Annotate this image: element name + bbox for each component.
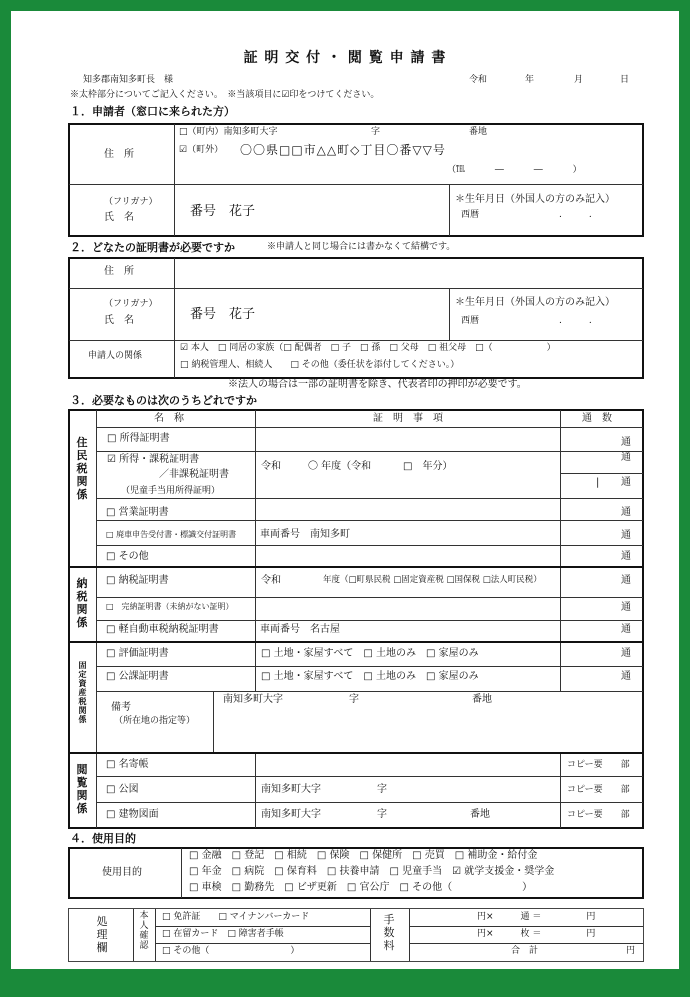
count-unit: 通 xyxy=(621,452,631,463)
divider xyxy=(97,802,643,803)
divider xyxy=(255,410,256,691)
count-unit: 通 xyxy=(621,648,631,659)
divider xyxy=(560,473,643,474)
purpose-options-3[interactable]: □ 車検 □ 勤務先 □ ビザ更新 □ 官公庁 □ その他（ ） xyxy=(189,882,533,893)
copy-required[interactable]: コピー要 部 xyxy=(567,760,630,770)
divider xyxy=(97,427,643,428)
remark-label: 備考 xyxy=(111,702,131,713)
fee-per-copy[interactable]: 円× 通 ＝ 円 xyxy=(477,912,596,922)
count-unit: 通 xyxy=(621,602,631,613)
fiscal-year-option[interactable]: 〇 年度（令和 xyxy=(308,461,372,472)
count-mark: | xyxy=(596,477,600,488)
fee-per-sheet[interactable]: 円× 枚 ＝ 円 xyxy=(477,929,596,939)
location-town[interactable]: 南知多町大字 xyxy=(223,694,283,705)
aza-label: 字 xyxy=(349,694,359,705)
divider xyxy=(97,498,643,499)
vehicle-number[interactable]: 車両番号 南知多町 xyxy=(260,529,350,540)
divider xyxy=(133,909,134,961)
divider xyxy=(255,752,256,828)
seireki-label: 西暦 xyxy=(461,210,480,220)
section4-heading: ４．使用目的 xyxy=(70,832,136,845)
group-resident-tax: 住民税関係 xyxy=(76,436,88,501)
divider xyxy=(69,288,643,289)
birth-dots[interactable]: . . xyxy=(559,316,592,326)
location-town[interactable]: 南知多町大字 xyxy=(261,809,321,820)
corporate-note: ※法人の場合は一部の証明書を除き、代表者印の押印が必要です。 xyxy=(228,379,527,390)
divider xyxy=(155,909,156,961)
divider xyxy=(69,752,643,754)
divider xyxy=(97,451,643,452)
address-label: 住 所 xyxy=(104,266,134,277)
form-title: 証 明 交 付 ・ 閲 覧 申 請 書 xyxy=(243,50,447,66)
col-name-header: 名 称 xyxy=(154,413,184,424)
out-town-option[interactable]: ☑（町外） xyxy=(179,145,224,155)
remark-sublabel: （所在地の指定等） xyxy=(114,716,196,726)
birth-label: ＊生年月日（外国人の方のみ記入） xyxy=(455,194,615,205)
fee-label: 手数料 xyxy=(383,913,395,952)
birth-dots[interactable]: . . xyxy=(559,210,592,220)
name-label: 氏 名 xyxy=(104,212,134,223)
tel-field[interactable]: （℡ ― ― ） xyxy=(447,165,582,175)
count-unit: 通 xyxy=(621,507,631,518)
copy-required[interactable]: コピー要 部 xyxy=(567,810,630,820)
divider xyxy=(156,926,370,927)
divider xyxy=(97,691,643,692)
group-inspection: 閲覧関係 xyxy=(76,763,88,815)
aza-label: 字 xyxy=(377,784,387,795)
id-options-3[interactable]: □ その他（ ） xyxy=(162,946,300,956)
divider xyxy=(174,124,175,236)
date-day-label: 日 xyxy=(620,75,630,85)
date-month-label: 月 xyxy=(574,75,584,85)
count-unit: 通 xyxy=(621,551,631,562)
birth-label: ＊生年月日（外国人の方のみ記入） xyxy=(455,297,615,308)
section2-heading: ２．どなたの証明書が必要ですか xyxy=(70,241,235,254)
reiwa-label: 令和 xyxy=(261,461,281,472)
item-nayose-book[interactable]: □ 名寄帳 xyxy=(106,759,149,770)
banchi-label: 番地 xyxy=(470,809,490,820)
divider xyxy=(69,184,643,185)
count-unit: 通 xyxy=(621,437,631,448)
identity-check-label: 本人確認 xyxy=(139,911,149,951)
purpose-options-2[interactable]: □ 年金 □ 病院 □ 保育料 □ 扶養申請 □ 児童手当 ☑ 就学支援金・奨学金 xyxy=(189,866,555,877)
divider xyxy=(181,848,182,898)
item-public-charge-cert[interactable]: □ 公課証明書 xyxy=(106,671,169,682)
tax-type-options[interactable]: 年度（□町県民税 □固定資産税 □国保税 □法人町民税） xyxy=(323,575,542,585)
col-count-header: 通 数 xyxy=(582,413,612,424)
item-nontax-cert: ／非課税証明書 xyxy=(159,469,229,480)
divider xyxy=(560,752,561,828)
divider xyxy=(410,943,643,944)
instruction-note: ※太枠部分についてご記入ください。 ※当該項目に☑印をつけてください。 xyxy=(70,90,380,100)
id-options-2[interactable]: □ 在留カード □ 障害者手帳 xyxy=(162,929,284,939)
name-value[interactable]: 番号 花子 xyxy=(190,204,256,219)
date-era: 令和 xyxy=(469,75,488,85)
divider xyxy=(69,641,643,643)
furigana-label: （フリガナ） xyxy=(104,299,158,309)
divider xyxy=(409,909,410,961)
banchi-label: 番地 xyxy=(469,127,488,137)
applicant-box xyxy=(68,123,644,237)
col-matter-header: 証 明 事 項 xyxy=(373,413,443,424)
divider xyxy=(449,185,450,236)
relation-options-2[interactable]: □ 納税管理人、相続人 □ その他（委任状を添付してください。） xyxy=(180,360,460,370)
divider xyxy=(174,258,175,378)
item-other[interactable]: □ その他 xyxy=(106,551,149,562)
purpose-options-1[interactable]: □ 金融 □ 登記 □ 相続 □ 保険 □ 保健所 □ 売買 □ 補助金・給付金 xyxy=(189,850,538,861)
aza-label: 字 xyxy=(377,809,387,820)
reiwa-label: 令和 xyxy=(261,575,281,586)
divider xyxy=(156,943,370,944)
section1-heading: １．申請者（窓口に来られた方） xyxy=(70,105,235,118)
addressee: 知多郡南知多町長 様 xyxy=(83,75,174,85)
certificates-box xyxy=(68,409,644,829)
item-income-cert[interactable]: □ 所得証明書 xyxy=(107,433,170,444)
divider xyxy=(97,666,643,667)
land-house-options[interactable]: □ 土地・家屋すべて □ 土地のみ □ 家屋のみ xyxy=(261,671,479,682)
group-fixed-asset-tax: 固定資産税関係 xyxy=(78,660,87,724)
name-label: 氏 名 xyxy=(104,315,134,326)
location-town[interactable]: 南知多町大字 xyxy=(261,784,321,795)
item-building-plan[interactable]: □ 建物図面 xyxy=(106,809,159,820)
count-unit: 通 xyxy=(621,575,631,586)
relation-options-1[interactable]: ☑ 本人 □ 同居の家族（□ 配偶者 □ 子 □ 孫 □ 父母 □ 祖父母 □（ ） xyxy=(180,343,556,353)
divider xyxy=(97,520,643,521)
section2-note: ※申請人と同じ場合には書かなくて結構です。 xyxy=(267,242,456,252)
land-house-options[interactable]: □ 土地・家屋すべて □ 土地のみ □ 家屋のみ xyxy=(261,648,479,659)
divider xyxy=(97,545,643,546)
divider xyxy=(97,620,643,621)
item-public-map[interactable]: □ 公図 xyxy=(106,784,139,795)
application-form xyxy=(11,11,679,969)
aza-label: 字 xyxy=(371,127,381,137)
furigana-label: （フリガナ） xyxy=(104,197,158,207)
in-town-option[interactable]: □（町内）南知多町大字 xyxy=(179,127,278,137)
divider xyxy=(410,926,643,927)
count-unit: 通 xyxy=(621,477,631,488)
year-portion-option[interactable]: □ 年分） xyxy=(403,461,453,472)
group-tax-payment: 納税関係 xyxy=(76,577,88,629)
fee-total-label: 合 計 xyxy=(511,946,539,956)
divider xyxy=(69,566,643,568)
purpose-label: 使用目的 xyxy=(102,867,142,878)
divider xyxy=(213,691,214,752)
divider xyxy=(449,289,450,340)
divider xyxy=(97,776,643,777)
item-business-cert[interactable]: □ 営業証明書 xyxy=(106,507,169,518)
item-tax-cert[interactable]: ☑ 所得・課税証明書 xyxy=(107,454,200,465)
count-unit: 通 xyxy=(621,624,631,635)
item-scrap-receipt[interactable]: □ 廃車申告受付書・標識交付証明書 xyxy=(106,530,237,539)
copy-required[interactable]: コピー要 部 xyxy=(567,785,630,795)
processing-label: 処理欄 xyxy=(96,915,108,954)
item-child-allowance: （児童手当用所得証明） xyxy=(121,486,221,496)
seireki-label: 西暦 xyxy=(461,316,480,326)
vehicle-number[interactable]: 車両番号 名古屋 xyxy=(260,624,340,635)
count-unit: 通 xyxy=(621,530,631,541)
item-light-vehicle-cert[interactable]: □ 軽自動車税納税証明書 xyxy=(106,624,219,635)
count-unit: 通 xyxy=(621,671,631,682)
date-year-label: 年 xyxy=(525,75,535,85)
divider xyxy=(69,340,643,341)
address-label: 住 所 xyxy=(104,149,134,160)
id-options-1[interactable]: □ 免許証 □ マイナンバーカード xyxy=(162,912,310,922)
name-value[interactable]: 番号 花子 xyxy=(190,307,256,322)
item-full-payment-cert[interactable]: □ 完納証明書（未納がない証明） xyxy=(106,602,234,611)
divider xyxy=(96,410,97,828)
item-valuation-cert[interactable]: □ 評価証明書 xyxy=(106,648,169,659)
divider xyxy=(370,909,371,961)
item-tax-payment-cert[interactable]: □ 納税証明書 xyxy=(106,575,169,586)
banchi-label: 番地 xyxy=(472,694,492,705)
fee-total-yen[interactable]: 円 xyxy=(626,946,636,956)
divider xyxy=(97,597,643,598)
divider xyxy=(560,410,561,691)
address-value[interactable]: 〇〇県□□市△△町◇丁目〇番▽▽号 xyxy=(240,143,446,157)
section3-heading: ３．必要なものは次のうちどれですか xyxy=(70,394,257,407)
relation-label: 申請人の関係 xyxy=(88,351,143,361)
